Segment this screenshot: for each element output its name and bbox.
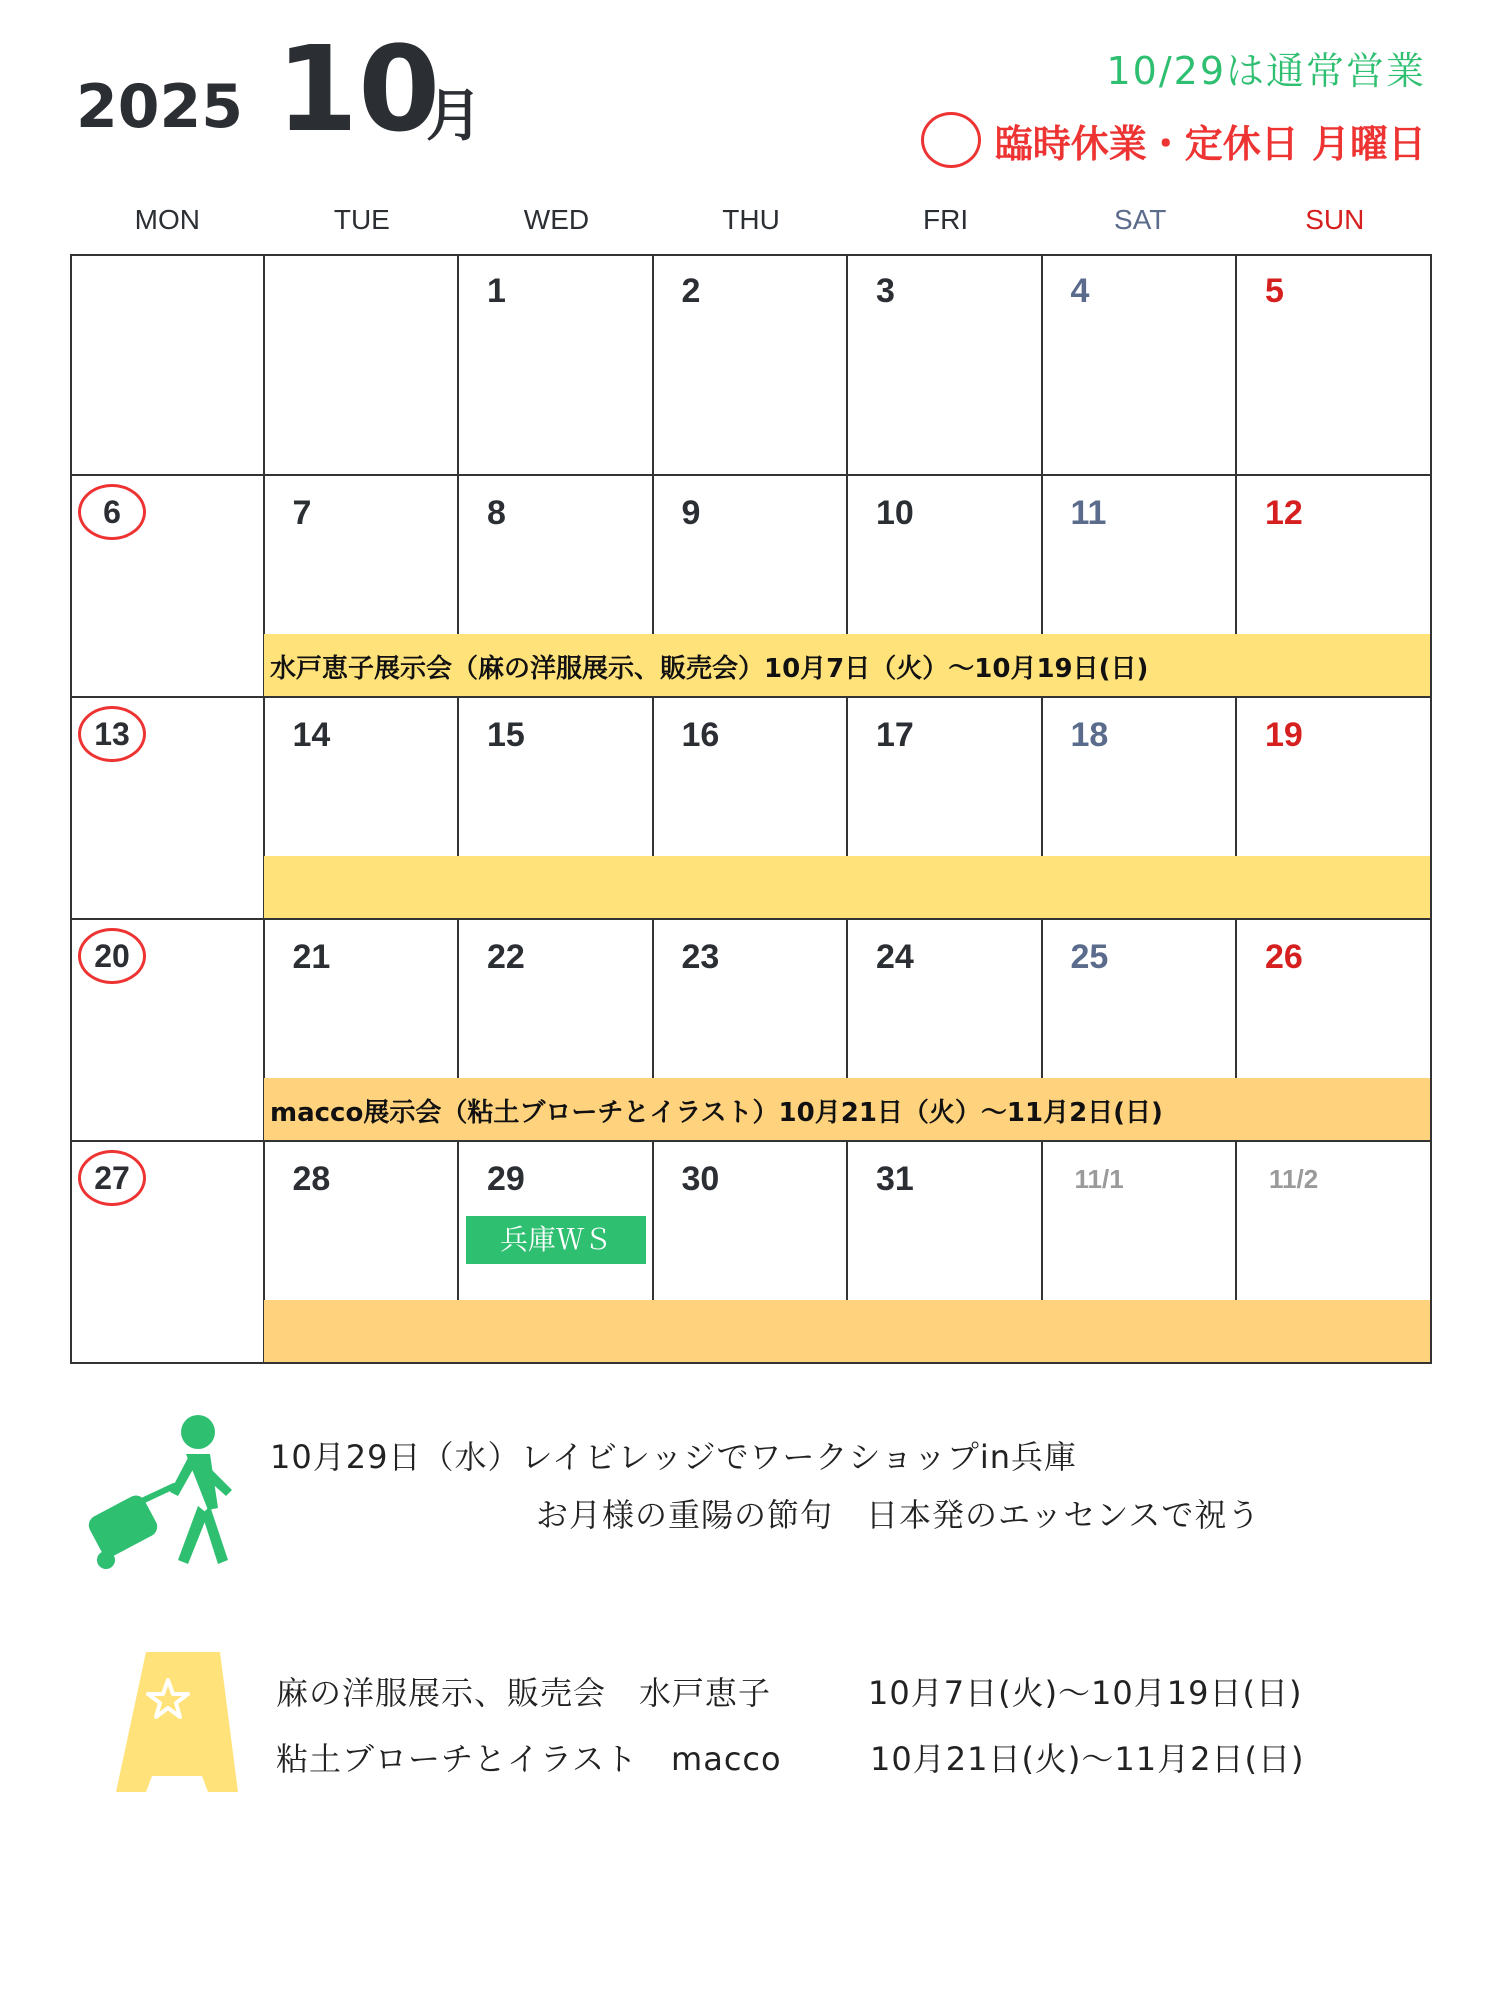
day-cell[interactable] bbox=[70, 698, 265, 920]
day-number: 2 bbox=[681, 272, 701, 310]
day-number: 11/1 bbox=[1074, 1164, 1124, 1194]
day-number: 23 bbox=[681, 938, 720, 976]
weekday-header bbox=[70, 204, 1432, 236]
closed-day-circle-icon bbox=[921, 112, 981, 168]
exhibit2-bar-label: macco展示会（粘土ブローチとイラスト）10月21日（火）～11月2日(日) bbox=[270, 1098, 1163, 1128]
day-cell[interactable] bbox=[70, 920, 265, 1142]
workshop-tag[interactable]: 兵庫ＷＳ bbox=[466, 1216, 646, 1264]
exhibit1-info-dates: 10月7日(火)～10月19日(日) bbox=[868, 1674, 1303, 1712]
day-cell[interactable] bbox=[848, 254, 1043, 476]
exhibit2-info-dates: 10月21日(火)～11月2日(日) bbox=[870, 1740, 1305, 1778]
walking-traveler-icon bbox=[86, 1410, 236, 1570]
exhibit1-bar-week3 bbox=[264, 856, 1430, 918]
day-cell[interactable] bbox=[70, 476, 265, 698]
day-cell[interactable] bbox=[265, 254, 460, 476]
calendar-month-number: 10 bbox=[276, 20, 441, 158]
exhibit1-info-title: 麻の洋服展示、販売会 水戸恵子 bbox=[276, 1674, 772, 1712]
day-number: 22 bbox=[487, 938, 525, 976]
day-number: 5 bbox=[1265, 272, 1284, 310]
day-number: 24 bbox=[876, 938, 914, 976]
weekday-mon: MON bbox=[134, 204, 200, 235]
day-number: 14 bbox=[292, 716, 331, 754]
day-cell[interactable] bbox=[1043, 254, 1238, 476]
exhibit2-info-title: 粘土ブローチとイラスト macco bbox=[276, 1740, 782, 1778]
day-number: 4 bbox=[1070, 272, 1090, 310]
weekday-wed: WED bbox=[523, 204, 590, 235]
calendar-year: 2025 bbox=[76, 72, 243, 142]
day-number: 27 bbox=[78, 1150, 146, 1206]
day-number: 31 bbox=[876, 1160, 914, 1198]
weekday-fri: FRI bbox=[923, 204, 969, 235]
day-number: 7 bbox=[292, 494, 312, 532]
day-number: 18 bbox=[1070, 716, 1109, 754]
day-number: 9 bbox=[681, 494, 701, 532]
calendar-month-suffix: 月 bbox=[426, 84, 482, 149]
day-number: 1 bbox=[487, 272, 506, 310]
day-number: 26 bbox=[1265, 938, 1303, 976]
day-number: 15 bbox=[487, 716, 525, 754]
day-cell[interactable] bbox=[70, 254, 265, 476]
day-number: 11/2 bbox=[1269, 1164, 1319, 1194]
day-number: 6 bbox=[78, 484, 146, 540]
weekday-thu: THU bbox=[722, 204, 780, 235]
day-number: 3 bbox=[876, 272, 895, 310]
day-number: 11 bbox=[1070, 494, 1107, 532]
closed-day-legend bbox=[921, 112, 1426, 168]
weekday-tue: TUE bbox=[333, 204, 390, 235]
day-number: 29 bbox=[487, 1160, 525, 1198]
day-cell[interactable] bbox=[70, 1142, 265, 1364]
star-sign-icon bbox=[116, 1652, 238, 1792]
day-number: 12 bbox=[1265, 494, 1303, 532]
day-number: 8 bbox=[487, 494, 506, 532]
regular-business-notice: 10/29は通常営業 bbox=[1106, 49, 1426, 93]
exhibit2-bar-week5 bbox=[264, 1300, 1430, 1362]
day-number: 20 bbox=[78, 928, 146, 984]
day-number: 21 bbox=[292, 938, 331, 976]
day-number: 13 bbox=[78, 706, 146, 762]
weekday-sun: SUN bbox=[1305, 204, 1365, 235]
day-number: 30 bbox=[681, 1160, 720, 1198]
day-number: 28 bbox=[292, 1160, 331, 1198]
exhibit1-bar-label: 水戸恵子展示会（麻の洋服展示、販売会）10月7日（火）～10月19日(日) bbox=[270, 654, 1149, 684]
day-number: 16 bbox=[681, 716, 720, 754]
day-number: 19 bbox=[1265, 716, 1303, 754]
day-number: 25 bbox=[1070, 938, 1109, 976]
workshop-info-line1: 10月29日（水）レイビレッジでワークショップin兵庫 bbox=[270, 1438, 1078, 1476]
day-number: 10 bbox=[876, 494, 914, 532]
workshop-info-line2: お月様の重陽の節句 日本発のエッセンスで祝う bbox=[536, 1496, 1261, 1534]
day-cell[interactable] bbox=[459, 254, 654, 476]
calendar-grid bbox=[70, 254, 1432, 1364]
day-cell[interactable] bbox=[1237, 254, 1432, 476]
closed-day-legend-text: 臨時休業・定休日 月曜日 bbox=[994, 121, 1426, 166]
day-cell[interactable] bbox=[654, 254, 849, 476]
weekday-sat: SAT bbox=[1113, 204, 1167, 235]
day-number: 17 bbox=[876, 716, 914, 754]
